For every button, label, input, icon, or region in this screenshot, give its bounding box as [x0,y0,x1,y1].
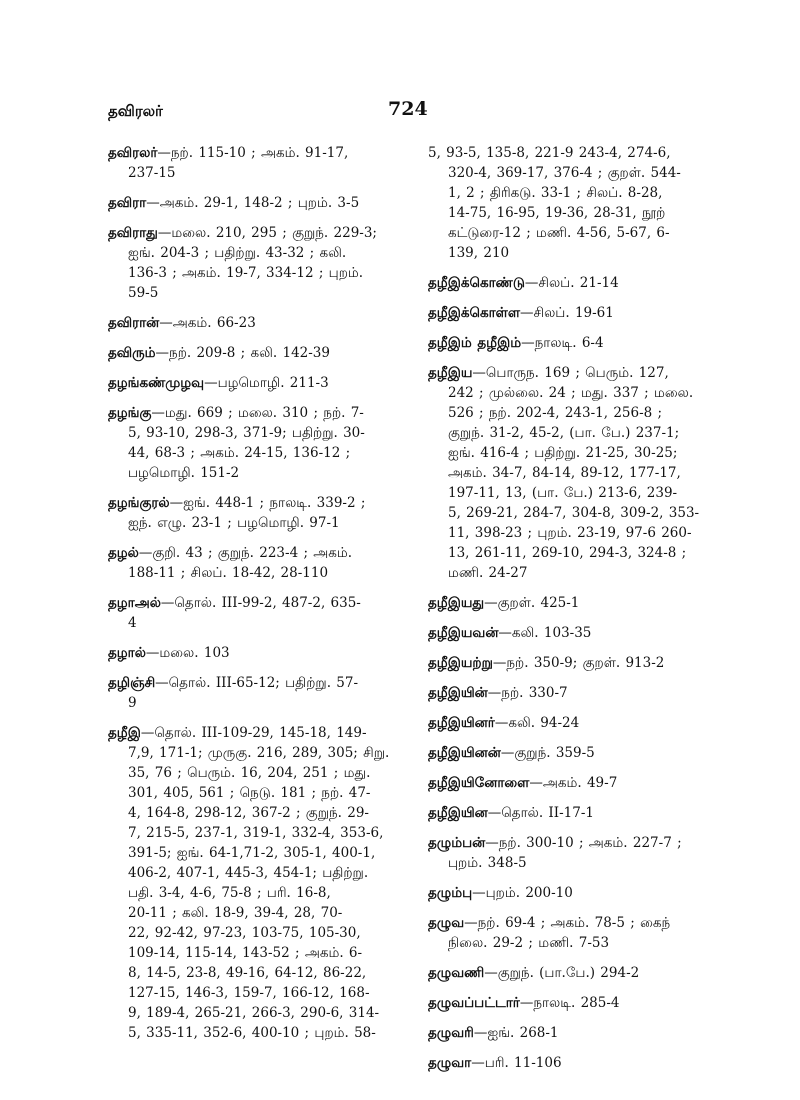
entry-headword: தழீஇம் தழீஇம் [428,335,522,351]
entry-references: —மலை. 210, 295 ; குறுந். 229-3; ஐங். 204-3 ; பதிற்று. 43-32 ; கலி. 136-3 ; அகம். 19-7, 334-12 ; புறம். 59-5 [128,225,377,301]
index-entry [428,623,720,643]
entry-headword: தழீஇயற்று [428,655,493,671]
entry-references: —பழமொழி. 211-3 [204,375,329,391]
entry-references: —புறம். 200-10 [472,885,573,901]
entry-headword: தழீஇயினன் [428,745,501,761]
entry-headword: தழீஇக்கொண்டு [428,275,525,291]
entry-headword: தழீஇ [108,725,141,741]
index-entry [428,363,720,583]
entry-references: —நற். 350-9; குறள். 913-2 [492,655,665,671]
entry-references: —மது. 669 ; மலை. 310 ; நற். 7- 5, 93-10, 298-3, 371-9; பதிற்று. 30- 44, 68-3 ; அகம். 24-15, 136-12 ; பழமொழி. 151-2 [128,405,365,481]
entry-headword: தழும்பு [428,885,473,901]
entry-references: —சிலப். 19-61 [520,305,614,321]
entry-references: —மலை. 103 [145,645,230,661]
index-entry [108,593,400,633]
entry-headword: தவிரான் [108,315,160,331]
entry-references: —கலி. 94-24 [494,715,580,731]
index-entry [108,643,400,663]
index-entry [108,723,400,1043]
entry-headword: தவிரும் [108,345,156,361]
entry-headword: தழீஇயது [428,595,485,611]
index-entry [428,333,720,353]
index-entry [428,273,720,293]
entry-references: —தொல். III-65-12; பதிற்று. 57- 9 [128,675,359,711]
entry-references: —தொல். III-109-29, 145-18, 149- 7,9, 171-1; முருகு. 216, 289, 305; சிறு. 35, 76 ; பெரும். 16, 204, 251 ; மது. 301, 405, 561 ; நெடு. 181 ; நற். 47- 4, 164-8, 298-12, 367-2 ; குறுந். 29- 7, 215-5, 237-1, 319-1, 332-4, 353-6, 391-5; ஐங். 64-1,71-2, 305-1, 400-1, 406-2, 407-1, 445-3, 454-1; பதிற்று. பதி. 3-4, 4-6, 75-8 ; பரி. 16-8, 20-11 ; கலி. 18-9, 39-4, 28, 70- 22, 92-42, 97-23, 103-75, 105-30, 109-14, 115-14, 143-52 ; அகம். 6- 8, 14-5, 23-8, 49-16, 64-12, 86-22, 127-15, 146-3, 159-7, 166-12, 168- 9, 189-4, 265-21, 266-3, 290-6, 314- 5, 335-11, 352-6, 400-10 ; புறம். 58- [128,725,390,1041]
entry-headword: தவிராது [108,225,158,241]
entry-references: —ஐங். 448-1 ; நாலடி. 339-2 ; ஐந். எழு. 23-1 ; பழமொழி. 97-1 [128,495,366,531]
index-entry [428,143,720,263]
index-entry [428,593,720,613]
index-entry [108,373,400,393]
entry-headword: தழங்கண்முழவு [108,375,205,391]
index-entry [428,773,720,793]
index-entry [428,653,720,673]
entry-references: —நற். 209-8 ; கலி. 142-39 [155,345,330,361]
entry-references: —பரி. 11-106 [471,1055,562,1071]
entry-references: —அகம். 49-7 [529,775,618,791]
entry-headword: தழீஇய [428,365,473,381]
index-entry [428,913,720,953]
entry-references: —நாலடி. 6-4 [521,335,604,351]
entry-headword: தழீஇயினோளை [428,775,530,791]
index-entry [428,1023,720,1043]
index-entry [428,743,720,763]
entry-headword: தழங்கு [108,405,152,421]
entry-headword: தழங்குரல் [108,495,170,511]
index-entry [428,683,720,703]
entry-references: —நாலடி. 285-4 [519,995,620,1011]
index-entry [108,543,400,583]
index-entry [108,493,400,533]
entry-references: —அகம். 29-1, 148-2 ; புறம். 3-5 [146,195,360,211]
index-entry [108,343,400,363]
index-entry [428,803,720,823]
entry-references: —நற். 69-4 ; அகம். 78-5 ; கைந் நிலை. 29-2 ; மணி. 7-53 [448,915,671,951]
entry-headword: தழீஇயினர் [428,715,495,731]
entry-headword: தழாஅல் [108,595,161,611]
index-entry [428,1053,720,1073]
index-entry [108,403,400,483]
entry-references: —தொல். II-17-1 [487,805,594,821]
entry-headword: தழீஇயின [428,805,488,821]
entry-headword: தவிரா [108,195,147,211]
entry-references: —குறள். 425-1 [484,595,580,611]
entry-headword: தழுவரி [428,1025,474,1041]
index-entry [108,143,400,183]
entry-headword: தழுவணி [428,965,485,981]
entry-references: 5, 93-5, 135-8, 221-9 243-4, 274-6, 320-4, 369-17, 376-4 ; குறள். 544- 1, 2 ; திரிகடு. 33-1 ; சிலப். 8-28, 14-75, 16-95, 19-36, 28-31, நூற் கட்டுரை-12 ; மணி. 4-56, 5-67, 6- 139, 210 [428,145,681,261]
index-entry [108,223,400,303]
index-entry [108,313,400,333]
entry-references: —குறி. 43 ; குறுந். 223-4 ; அகம். 188-11 ; சிலப். 18-42, 28-110 [128,545,353,581]
index-entry [428,993,720,1013]
entry-headword: தவிரலர் [108,145,158,161]
right-column [428,143,720,1083]
running-head: தவிரலர் [108,102,163,120]
index-entry [108,193,400,213]
entry-references: —சிலப். 21-14 [524,275,619,291]
index-entry [428,303,720,323]
entry-references: —அகம். 66-23 [159,315,256,331]
entry-headword: தழால் [108,645,146,661]
entry-references: —குறுந். 359-5 [500,745,595,761]
entry-headword: தழுவ [428,915,465,931]
entry-references: —பொருந. 169 ; பெரும். 127, 242 ; முல்லை. 24 ; மது. 337 ; மலை. 526 ; நற். 202-4, 243-1, 256-8 ; குறுந். 31-2, 45-2, (பா. பே.) 237-1; ஐங். 416-4 ; பதிற்று. 21-25, 30-25; அகம். 34-7, 84-14, 89-12, 177-17, 197-11, 13, (பா. பே.) 213-6, 239- 5, 269-21, 284-7, 304-8, 309-2, 353- 11, 398-23 ; புறம். 23-19, 97-6 260- 13, 261-11, 269-10, 294-3, 324-8 ; மணி. 24-27 [448,365,700,581]
entry-headword: தழிஞ்சி [108,675,156,691]
index-entry [428,883,720,903]
index-entry [108,673,400,713]
index-entry [428,963,720,983]
entry-references: —ஐங். 268-1 [473,1025,559,1041]
entry-references: —நற். 300-10 ; அகம். 227-7 ; புறம். 348-5 [448,835,682,871]
entry-headword: தழீஇயவன் [428,625,499,641]
entry-headword: தழுவப்பட்டார் [428,995,520,1011]
page-number: 724 [388,98,428,120]
left-column [108,143,400,1053]
index-entry [428,713,720,733]
entry-headword: தழல் [108,545,139,561]
entry-references: —தொல். III-99-2, 487-2, 635- 4 [128,595,361,631]
entry-references: —நற். 115-10 ; அகம். 91-17, 237-15 [128,145,349,181]
entry-references: —கலி. 103-35 [498,625,592,641]
entry-headword: தழுவா [428,1055,472,1071]
index-entry [428,833,720,873]
entry-headword: தழும்பன் [428,835,486,851]
entry-references: —குறுந். (பா.பே.) 294-2 [484,965,640,981]
entry-references: —நற். 330-7 [487,685,568,701]
page-header [0,98,800,128]
entry-headword: தழீஇயின் [428,685,488,701]
entry-headword: தழீஇக்கொள்ள [428,305,521,321]
